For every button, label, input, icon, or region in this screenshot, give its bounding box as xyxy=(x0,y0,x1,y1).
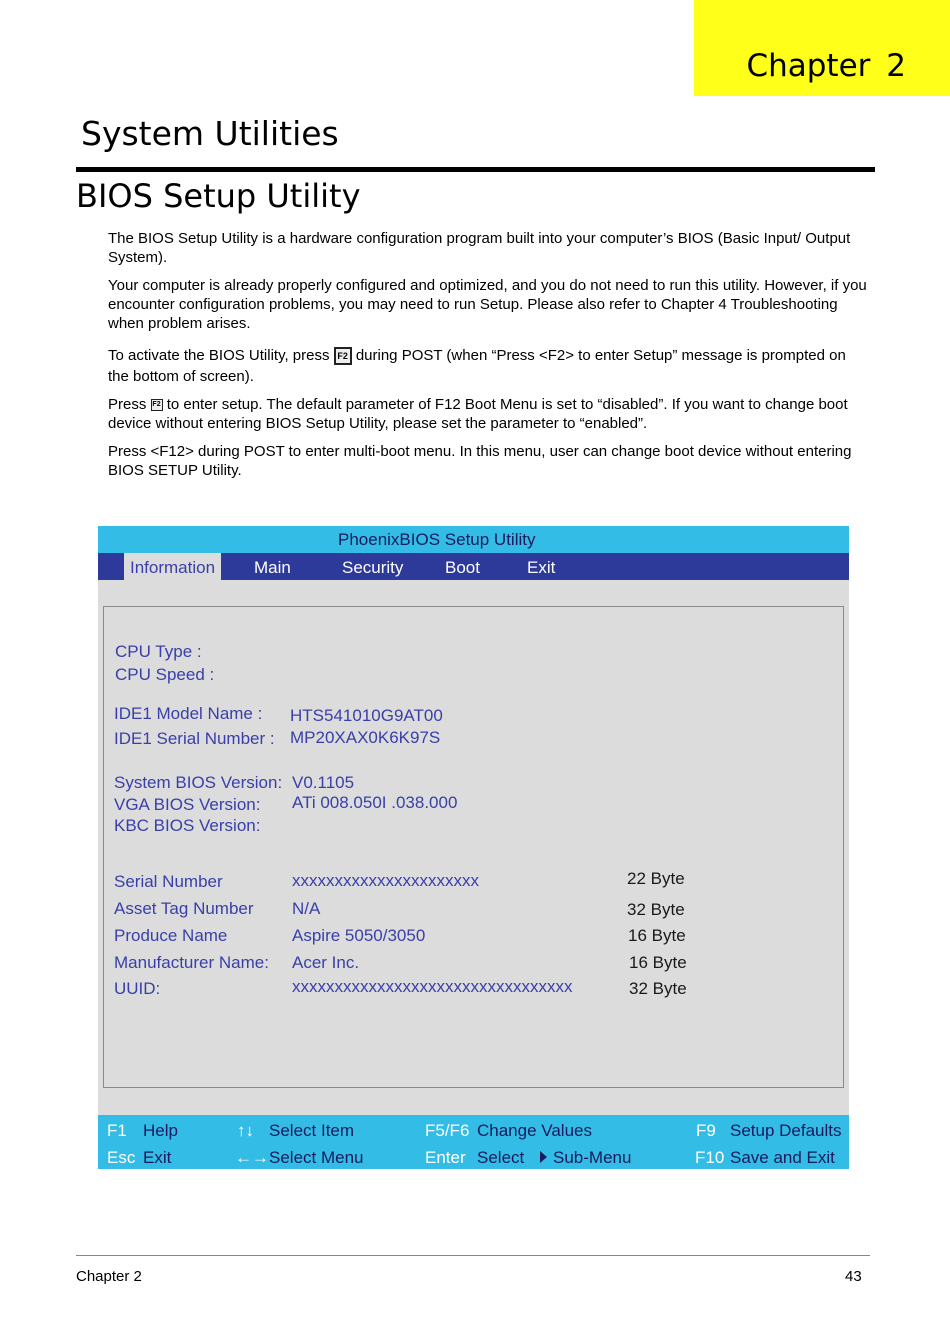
paragraph-1-text: The BIOS Setup Utility is a hardware configuration program built into your computer’s BIOS (Basic Input/ Output System). xyxy=(108,230,851,266)
key-f1: F1 xyxy=(107,1121,127,1140)
footer-chapter: Chapter 2 xyxy=(76,1268,142,1285)
key-f5f6-desc: Change Values xyxy=(477,1121,592,1140)
kbc-bios-label: KBC BIOS Version: xyxy=(114,816,261,835)
vga-bios-value: ATi 008.050I .038.000 xyxy=(292,793,458,812)
bios-menu-bar xyxy=(98,553,849,580)
paragraph-2-text: Your computer is already properly configured and optimized, and you do not need to run this utility. However, if you encounter configuration problems, you may need to run Setup. Please also refer to Chapter 4 Troubleshooting when problem arises. xyxy=(108,277,867,332)
key-f10: F10 xyxy=(695,1148,725,1167)
asset-tag-size: 32 Byte xyxy=(627,900,685,919)
paragraph-4-before: Press xyxy=(108,396,147,413)
paragraph-5-text: Press <F12> during POST to enter multi-boot menu. In this menu, user can change boot device without entering BIOS SETUP Utility. xyxy=(108,443,852,479)
menu-tab-main[interactable]: Main xyxy=(254,558,291,577)
paragraph-3-before: To activate the BIOS Utility, press xyxy=(108,347,330,364)
paragraph-2 xyxy=(108,276,868,333)
serial-number-label: Serial Number xyxy=(114,872,223,891)
bios-screen xyxy=(98,526,849,1169)
manufacturer-value: Acer Inc. xyxy=(292,953,360,972)
paragraph-5 xyxy=(108,442,868,480)
asset-tag-value: N/A xyxy=(292,899,321,918)
footer-page-number: 43 xyxy=(845,1268,862,1285)
key-updown-desc: Select Item xyxy=(269,1121,355,1140)
bios-title: PhoenixBIOS Setup Utility xyxy=(338,530,536,549)
f2-key-small-icon: F2 xyxy=(151,399,163,411)
submenu-indicator xyxy=(540,1148,631,1168)
menu-tab-exit[interactable]: Exit xyxy=(527,558,556,577)
footer-divider xyxy=(76,1255,870,1256)
key-f10-desc: Save and Exit xyxy=(730,1148,835,1167)
paragraph-1 xyxy=(108,229,868,267)
chapter-tab xyxy=(694,0,950,96)
manufacturer-label: Manufacturer Name: xyxy=(114,953,269,972)
uuid-value: xxxxxxxxxxxxxxxxxxxxxxxxxxxxxxxxx xyxy=(292,977,573,996)
asset-tag-label: Asset Tag Number xyxy=(114,899,254,918)
section-title: System Utilities xyxy=(81,114,339,153)
system-bios-value: V0.1105 xyxy=(292,773,355,792)
bios-key-legend xyxy=(98,1115,849,1169)
menu-tab-boot[interactable]: Boot xyxy=(445,558,480,577)
subsection-title: BIOS Setup Utility xyxy=(76,177,361,215)
bios-title-bar xyxy=(98,526,849,553)
uuid-label: UUID: xyxy=(114,979,161,998)
ide1-model-label: IDE1 Model Name : xyxy=(114,704,263,723)
serial-number-value: xxxxxxxxxxxxxxxxxxxxxx xyxy=(292,871,479,890)
produce-name-value: Aspire 5050/3050 xyxy=(292,926,426,945)
key-esc-desc: Exit xyxy=(143,1148,172,1167)
key-esc: Esc xyxy=(107,1148,136,1167)
manufacturer-size: 16 Byte xyxy=(629,953,687,972)
ide1-serial-value: MP20XAX0K6K97S xyxy=(290,728,441,747)
key-updown: ↑↓ xyxy=(237,1121,254,1140)
vga-bios-label: VGA BIOS Version: xyxy=(114,795,261,814)
key-f1-desc: Help xyxy=(143,1121,178,1140)
key-enter-desc: Select xyxy=(477,1148,525,1167)
key-leftright-desc: Select Menu xyxy=(269,1148,364,1167)
title-divider xyxy=(76,167,875,172)
serial-number-size: 22 Byte xyxy=(627,869,685,888)
produce-name-label: Produce Name xyxy=(114,926,228,945)
paragraph-3 xyxy=(108,345,868,387)
paragraph-4 xyxy=(108,395,868,433)
submenu-label: Sub-Menu xyxy=(553,1148,632,1167)
menu-tab-information[interactable]: Information xyxy=(124,553,221,580)
produce-name-size: 16 Byte xyxy=(628,926,686,945)
key-enter: Enter xyxy=(425,1148,466,1167)
system-bios-label: System BIOS Version: xyxy=(114,773,283,792)
ide1-serial-label: IDE1 Serial Number : xyxy=(114,729,275,748)
paragraph-4-after: to enter setup. The default parameter of F12 Boot Menu is set to “disabled”. If you want to change boot device without entering BIOS Setup Utility, please set the parameter to “enabled”. xyxy=(108,396,848,432)
triangle-right-icon xyxy=(540,1151,547,1163)
cpu-speed-label: CPU Speed : xyxy=(115,665,215,684)
cpu-type-label: CPU Type : xyxy=(115,642,202,661)
menu-tab-security[interactable]: Security xyxy=(342,558,404,577)
chapter-tab-label: Chapter 2 xyxy=(746,48,906,84)
ide1-model-value: HTS541010G9AT00 xyxy=(290,706,443,725)
key-f9: F9 xyxy=(696,1121,716,1140)
key-leftright: ←→ xyxy=(235,1148,269,1167)
f2-key-icon: F2 xyxy=(334,347,352,365)
key-f5f6: F5/F6 xyxy=(425,1121,470,1140)
key-f9-desc: Setup Defaults xyxy=(730,1121,842,1140)
uuid-size: 32 Byte xyxy=(629,979,687,998)
paragraph-3-after: during POST (when “Press <F2> to enter Setup” message is prompted on the bottom of screen). xyxy=(108,347,846,385)
